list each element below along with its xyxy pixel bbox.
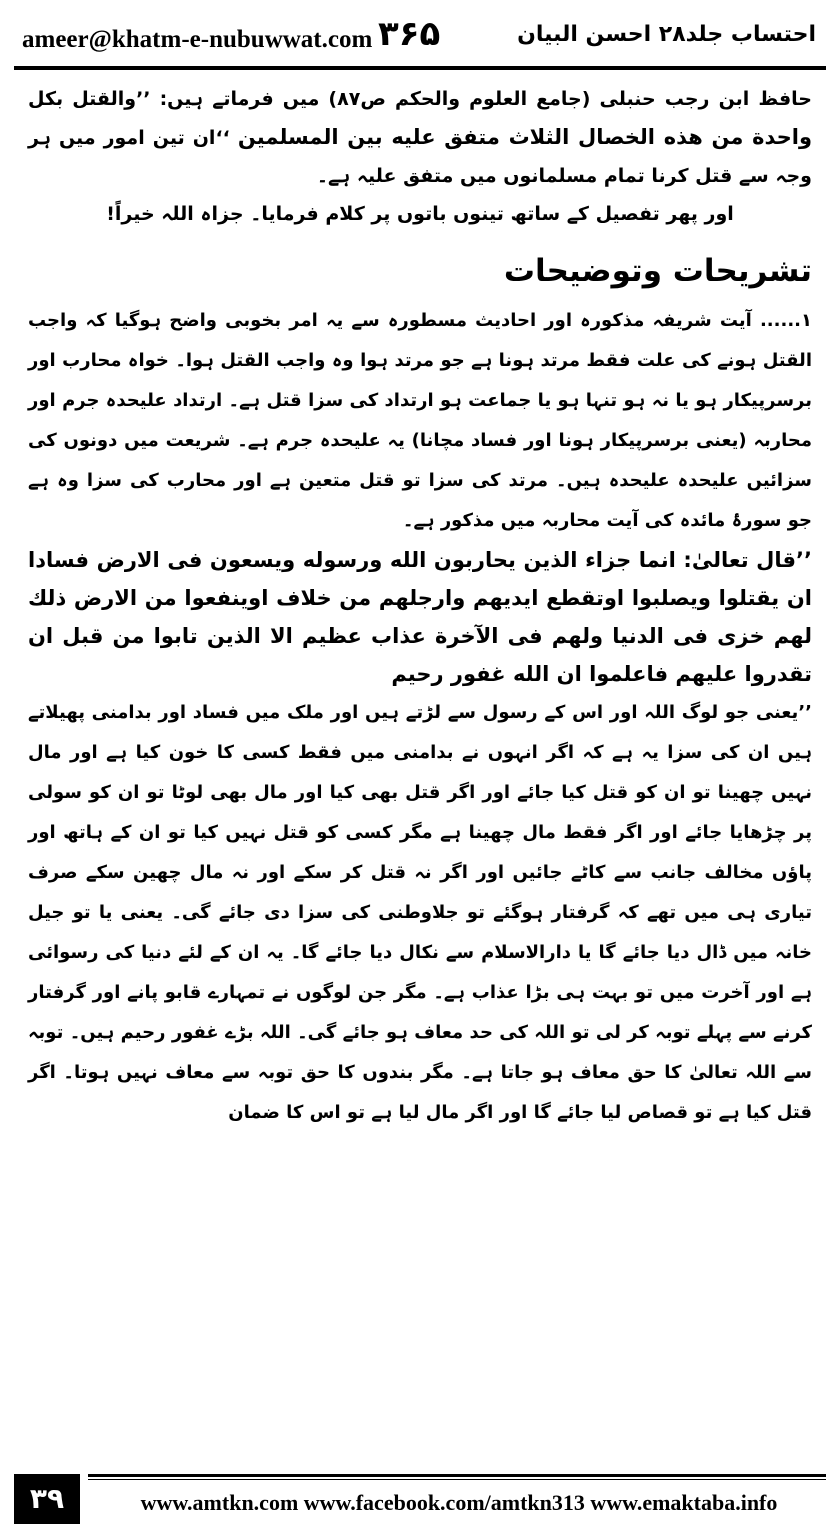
page-header [14, 8, 826, 70]
header-rule [14, 66, 826, 70]
page-footer [14, 1468, 826, 1532]
header-page-number: ۳۶۵ [378, 14, 441, 54]
header-email: ameer@khatm-e-nubuwwat.com [22, 26, 373, 53]
quran-quote: ’’قال تعالیٰ: انما جزاء الذين يحاربون الله ورسوله ويسعون فى الارض فسادا ان يقتلوا ويصلبوا اوتقطع ايديهم وارجلهم من خلاف اوينفعوا من الارض ذلك لهم خزى فى الدنيا ولهم فى الآخرة عذاب عظيم الا الذين تابوا من قبل ان تقدروا عليهم فاعلموا ان الله غفور رحيم [28, 548, 812, 686]
header-book-title: احتساب جلد۲۸ احسن البیان [517, 22, 816, 47]
paragraph-jazahullah: اور پھر تفصیل کے ساتھ تینوں باتوں پر کلام فرمایا۔ جزاہ اللہ خیراً! [106, 203, 734, 225]
page-body [28, 80, 812, 1454]
footer-page-number: ۳۹ [14, 1474, 80, 1524]
paragraph-translation: ’’یعنی جو لوگ اللہ اور اس کے رسول سے لڑتے ہیں اور ملک میں فساد اور بدامنی پھیلاتے ہیں ان کی سزا یہ ہے کہ اگر انہوں نے بدامنی میں فقط کسی کا خون کیا ہے اور مال نہیں چھینا تو ان کو قتل کیا جائے اور اگر قتل بھی کیا اور مال بھی لوٹا تو ان کو سولی پر چڑھایا جائے اور اگر فقط مال چھینا ہے مگر کسی کو قتل نہیں کیا تو ان کے ہاتھ اور پاؤں مخالف جانب سے کاٹے جائیں اور اگر نہ قتل کر سکے اور نہ مال چھین سکے صرف تیاری ہی میں تھے کہ گرفتار ہوگئے تو جلاوطنی کی سزا دی جائے گی۔ یعنی یا تو جیل خانہ میں ڈال دیا جائے گا یا دارالاسلام سے نکال دیا جائے گا۔ یہ ان کے لئے دنیا کی رسوائی ہے اور آخرت میں تو بہت ہی بڑا عذاب ہے۔ مگر جن لوگوں نے تمہارے قابو پانے اور گرفتار کرنے سے پہلے توبہ کر لی تو اللہ کی حد معاف ہو جائے گی۔ اللہ بڑے غفور رحیم ہیں۔ توبہ سے اللہ تعالیٰ کا حق معاف ہو جاتا ہے۔ مگر بندوں کا حق توبہ سے معاف نہیں ہوتا۔ اگر قتل کیا ہے تو قصاص لیا جائے گا اور اگر مال لیا ہے تو اس کا ضمان [28, 702, 812, 1123]
paragraph-explanation: ۱...... آیت شریفہ مذکورہ اور احادیث مسطورہ سے یہ امر بخوبی واضح ہوگیا کہ واجب القتل ہونے کی علت فقط مرتد ہونا ہے جو مرتد ہوا وہ واجب القتل ہوا۔ خواہ محارب اور برسرپیکار ہو یا نہ ہو تنہا ہو یا جماعت ہو ارتداد کی سزا قتل ہے۔ ارتداد علیحدہ جرم اور محاربہ (یعنی برسرپیکار ہونا اور فساد مچانا) یہ علیحدہ جرم ہے۔ شریعت میں دونوں کی سزائیں علیحدہ علیحدہ ہیں۔ مرتد کی سزا تو قتل متعین ہے اور محارب کی سزا وہ ہے جو سورۂ مائدہ کی آیت محاربہ میں مذکور ہے۔ [28, 310, 812, 531]
footer-rule-thin [88, 1479, 826, 1480]
footer-links: www.amtkn.com www.facebook.com/amtkn313 www.emaktaba.info [140, 1490, 778, 1515]
arabic-quote-ibn-rajab: واحدة من هذه الخصال الثلاث متفق عليه بين المسلمين [237, 125, 813, 149]
paragraph-ibn-rajab-cont: ‘‘ان تین امور میں ہر وجہ سے قتل کرنا تمام مسلمانوں میں متفق علیہ ہے۔ [28, 127, 812, 187]
footer-rule [88, 1474, 826, 1477]
paragraph-ibn-rajab [28, 80, 812, 195]
section-heading: تشریحات وتوضیحات [503, 253, 812, 289]
paragraph-ibn-rajab-intro: حافظ ابن رجب حنبلی (جامع العلوم والحکم ص۸۷) میں فرماتے ہیں: ’’والقتل بکل [28, 88, 812, 110]
